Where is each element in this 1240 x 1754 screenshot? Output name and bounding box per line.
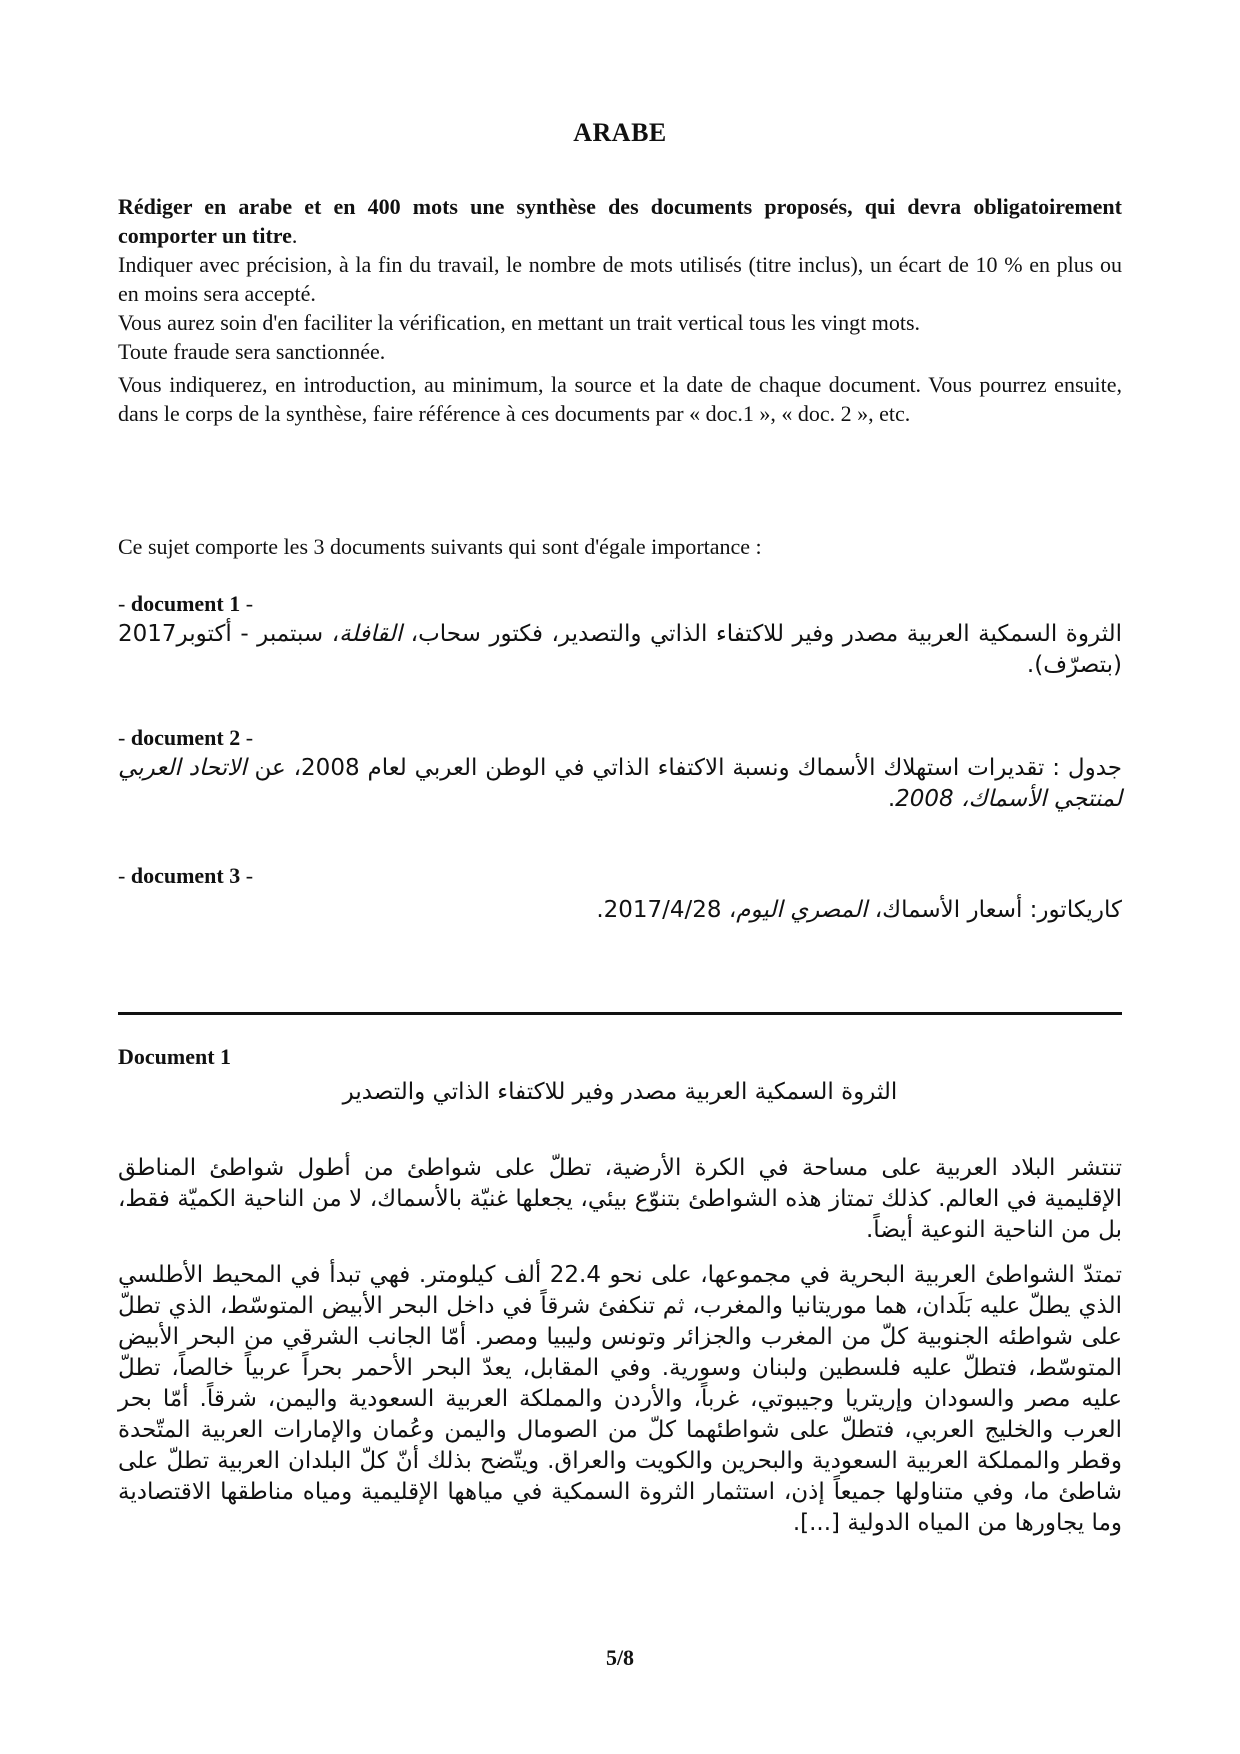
instruction-verification: Vous aurez soin d'en faciliter la vérification, en mettant un trait vertical tous les vingt mots. — [118, 310, 921, 335]
instruction-word-count: Indiquer avec précision, à la fin du travail, le nombre de mots utilisés (titre inclus), un écart de 10 % en plus ou en moins sera accepté. — [118, 252, 1122, 306]
document-2-label: - document 2 - — [118, 725, 254, 750]
instructions-block — [118, 192, 1122, 366]
instruction-bold: Rédiger en arabe et en 400 mots une synthèse des documents proposés, qui devra obligatoirement comporter un titre — [118, 194, 1122, 248]
document-1-paragraph-2: تمتدّ الشواطئ العربية البحرية في مجموعها، على نحو 22.4 ألف كيلومتر. فهي تبدأ في المحيط الأطلسي الذي يطلّ عليه بَلَدان، هما موريتانيا والمغرب، ثم تنكفئ شرقاً في داخل البحر الأبيض المتوسّط، الذي تطلّ على شواطئه الجنوبية كلّ من المغرب والجزائر وتونس وليبيا ومصر. أمّا الجانب الشرقي من البحر الأبيض المتوسّط، فتطلّ عليه فلسطين ولبنان وسورية. وفي المقابل، يعدّ البحر الأحمر بحراً عربياً خالصاً، تطلّ عليه مصر والسودان وإريتريا وجيبوتي، غرباً، والأردن والمملكة العربية السعودية واليمن، شرقاً. أمّا بحر العرب والخليج العربي، فتطلّ على شواطئهما كلّ من الصومال واليمن وعُمان والإمارات العربية المتّحدة وقطر والمملكة العربية السعودية والبحرين والكويت والعراق. ويتّضح بذلك أنّ كلّ البلدان العربية تطلّ على شاطئ ما، وفي متناولها جميعاً إذن، استثمار الثروة السمكية في مياهها الإقليمية ومياه مناطقها الاقتصادية وما يجاورها من المياه الدولية [...]. — [118, 1262, 1123, 1536]
document-1-heading: Document 1 — [118, 1044, 232, 1069]
section-divider — [118, 1012, 1122, 1015]
intro-paragraph: Vous indiquerez, en introduction, au minimum, la source et la date de chaque document. Vous pourrez ensuite, dans le corps de la synthèse, faire référence à ces documents par « doc.1 », « doc. 2 », etc. — [118, 372, 1122, 426]
document-3-reference: كاريكاتور: أسعار الأسماك، المصري اليوم، 2017/4/28. — [596, 897, 1122, 923]
document-1-paragraph-1: تنتشر البلاد العربية على مساحة في الكرة الأرضية، تطلّ على شواطئ من أطول شواطئ المناطق الإقليمية في العالم. كذلك تمتاز هذه الشواطئ بتنوّع بيئي، يجعلها غنيّة بالأسماك، لا من الناحية الكميّة فقط، بل من الناحية النوعية أيضاً. — [118, 1155, 1122, 1243]
document-1-reference: الثروة السمكية العربية مصدر وفير للاكتفاء الذاتي والتصدير، فكتور سحاب، القافلة، سبتمبر - أكتوبر2017 (بتصرّف). — [118, 621, 1122, 678]
page-title: ARABE — [573, 118, 667, 147]
document-3-label: - document 3 - — [118, 863, 254, 888]
document-2-reference: جدول : تقديرات استهلاك الأسماك ونسبة الاكتفاء الذاتي في الوطن العربي لعام 2008، عن الاتحاد العربي لمنتجي الأسماك، 2008. — [118, 755, 1123, 812]
instruction-fraud: Toute fraude sera sanctionnée. — [118, 339, 386, 364]
documents-list-intro: Ce sujet comporte les 3 documents suivants qui sont d'égale importance : — [118, 534, 762, 559]
document-1-label: - document 1 - — [118, 591, 254, 616]
instruction-main — [118, 192, 1122, 250]
page-number: 5/8 — [605, 1645, 635, 1670]
document-1-arabic-title: الثروة السمكية العربية مصدر وفير للاكتفاء الذاتي والتصدير — [342, 1079, 898, 1105]
instruction-bold-end: . — [291, 223, 298, 248]
